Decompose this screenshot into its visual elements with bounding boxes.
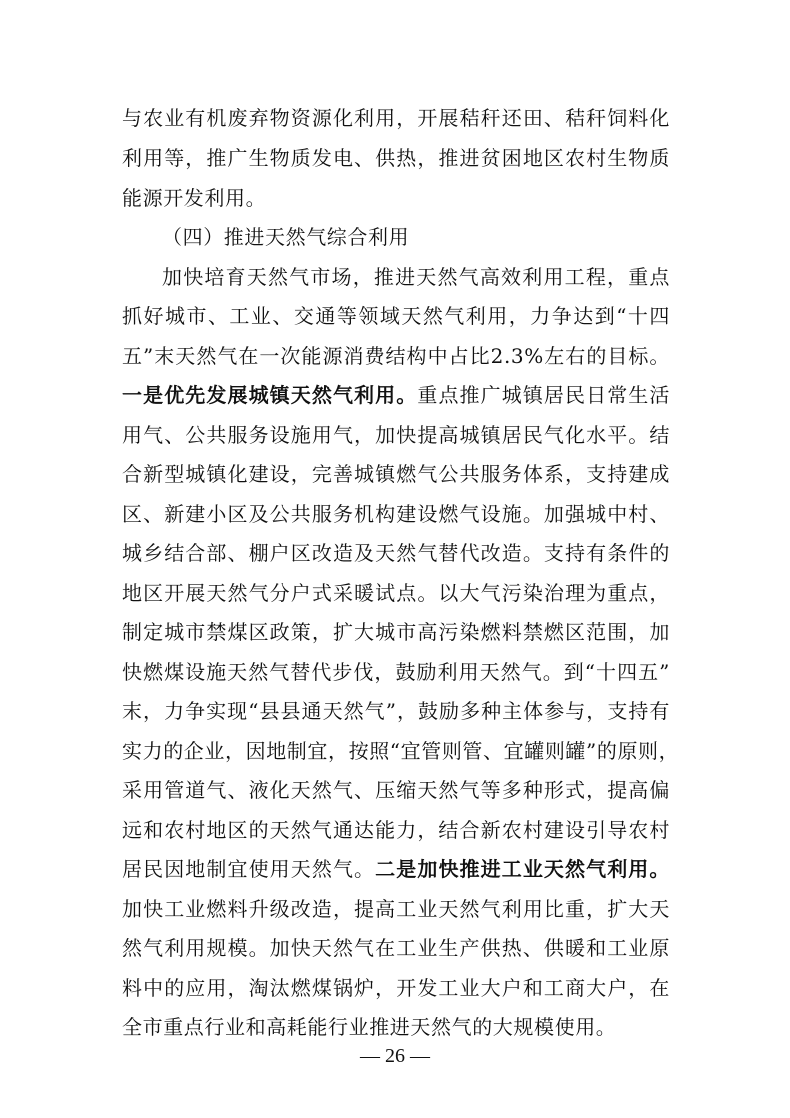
text-line: 区、新建小区及公共服务机构建设燃气设施。加强城中村、 (122, 502, 670, 526)
bold-lead: 一是优先发展城镇天然气利用。 (122, 383, 418, 407)
page-number: — 26 — (360, 1045, 430, 1067)
text-line: 能源开发利用。 (122, 186, 267, 210)
text-line: 城乡结合部、棚户区改造及天然气替代改造。支持有条件的 (122, 541, 670, 565)
text-line (122, 381, 670, 409)
text-line: 制定城市禁煤区政策，扩大城市高污染燃料禁燃区范围，加 (122, 620, 670, 644)
text-line: 然气利用规模。加快天然气在工业生产供热、供暖和工业原 (122, 936, 670, 960)
text-line: 远和农村地区的天然气通达能力，结合新农村建设引导农村 (122, 818, 670, 842)
text-span: 居民因地制宜使用天然气。 (122, 857, 376, 881)
text-line: 加快培育天然气市场，推进天然气高效利用工程，重点 (162, 265, 670, 289)
text-line: 全市重点行业和高耗能行业推进天然气的大规模使用。 (122, 1015, 617, 1039)
text-line: 五”末天然气在一次能源消费结构中占比2.3%左右的目标。 (122, 344, 670, 368)
text-line: 利用等，推广生物质发电、供热，推进贫困地区农村生物质 (122, 146, 670, 170)
text-span: 重点推广城镇居民日常生活 (417, 383, 670, 407)
text-line: 加快工业燃料升级改造，提高工业天然气利用比重，扩大天 (122, 897, 670, 921)
text-line: 采用管道气、液化天然气、压缩天然气等多种形式，提高偏 (122, 778, 670, 802)
text-line: 实力的企业，因地制宜，按照“宜管则管、宜罐则罐”的原则， (122, 739, 680, 763)
text-line: 地区开展天然气分户式采暖试点。以大气污染治理为重点， (122, 581, 670, 605)
text-line: 末，力争实现“县县通天然气”，鼓励多种主体参与，支持有 (122, 699, 670, 723)
text-line: 抓好城市、工业、交通等领域天然气利用，力争达到“十四 (122, 304, 670, 328)
bold-lead: 二是加快推进工业天然气利用。 (375, 857, 670, 881)
section-heading: （四）推进天然气综合利用 (162, 225, 410, 249)
text-line (122, 855, 670, 883)
text-line: 料中的应用，淘汰燃煤锅炉，开发工业大户和工商大户，在 (122, 976, 670, 1000)
text-line: 用气、公共服务设施用气，加快提高城镇居民气化水平。结 (122, 423, 670, 447)
text-line: 合新型城镇化建设，完善城镇燃气公共服务体系，支持建成 (122, 462, 670, 486)
text-line: 与农业有机废弃物资源化利用，开展秸秆还田、秸秆饲料化 (122, 106, 670, 130)
text-line: 快燃煤设施天然气替代步伐，鼓励利用天然气。到“十四五” (122, 660, 670, 684)
